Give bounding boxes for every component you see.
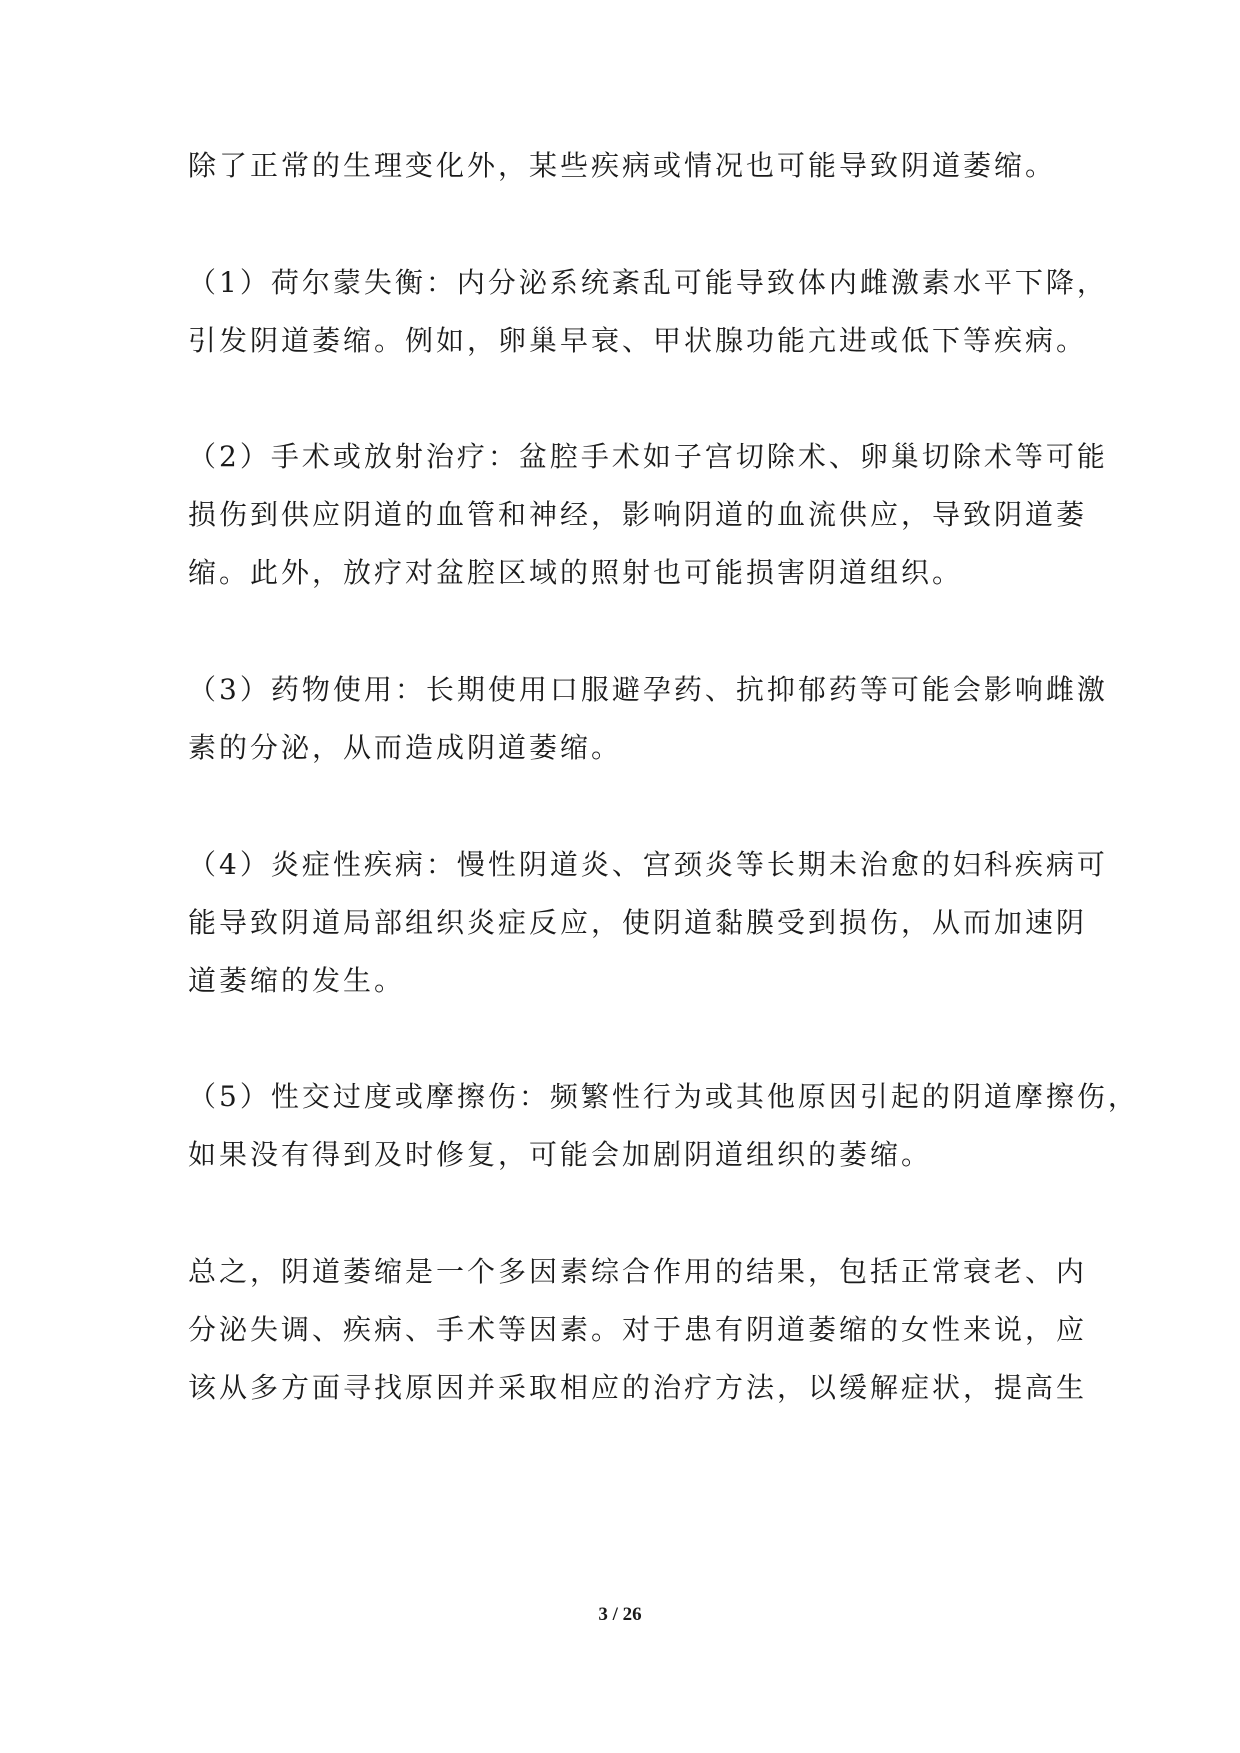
- text-line: 能导致阴道局部组织炎症反应，使阴道黏膜受到损伤，从而加速阴: [188, 906, 1088, 939]
- text-line: （3）药物使用：长期使用口服避孕药、抗抑郁药等可能会影响雌激: [188, 673, 1108, 706]
- text-line: （5）性交过度或摩擦伤：频繁性行为或其他原因引起的阴道摩擦伤，: [188, 1080, 1139, 1113]
- text-line: （1）荷尔蒙失衡：内分泌系统紊乱可能导致体内雌激素水平下降，: [188, 266, 1108, 299]
- text-line: 道萎缩的发生。: [188, 964, 406, 997]
- text-line: 引发阴道萎缩。例如，卵巢早衰、甲状腺功能亢进或低下等疾病。: [188, 324, 1088, 357]
- text-line: 该从多方面寻找原因并采取相应的治疗方法，以缓解症状，提高生: [188, 1371, 1088, 1404]
- text-line: 缩。此外，放疗对盆腔区域的照射也可能损害阴道组织。: [188, 556, 964, 589]
- text-line: 总之，阴道萎缩是一个多因素综合作用的结果，包括正常衰老、内: [188, 1255, 1088, 1288]
- text-line: 如果没有得到及时修复，可能会加剧阴道组织的萎缩。: [188, 1138, 933, 1171]
- text-line: （2）手术或放射治疗：盆腔手术如子宫切除术、卵巢切除术等可能: [188, 440, 1108, 473]
- text-line: （4）炎症性疾病：慢性阴道炎、宫颈炎等长期未治愈的妇科疾病可: [188, 848, 1108, 881]
- text-line: 损伤到供应阴道的血管和神经，影响阴道的血流供应，导致阴道萎: [188, 498, 1088, 531]
- text-line: 分泌失调、疾病、手术等因素。对于患有阴道萎缩的女性来说，应: [188, 1313, 1088, 1346]
- text-line: 除了正常的生理变化外，某些疾病或情况也可能导致阴道萎缩。: [188, 149, 1057, 182]
- page-number: 3 / 26: [598, 1604, 642, 1625]
- text-line: 素的分泌，从而造成阴道萎缩。: [188, 731, 623, 764]
